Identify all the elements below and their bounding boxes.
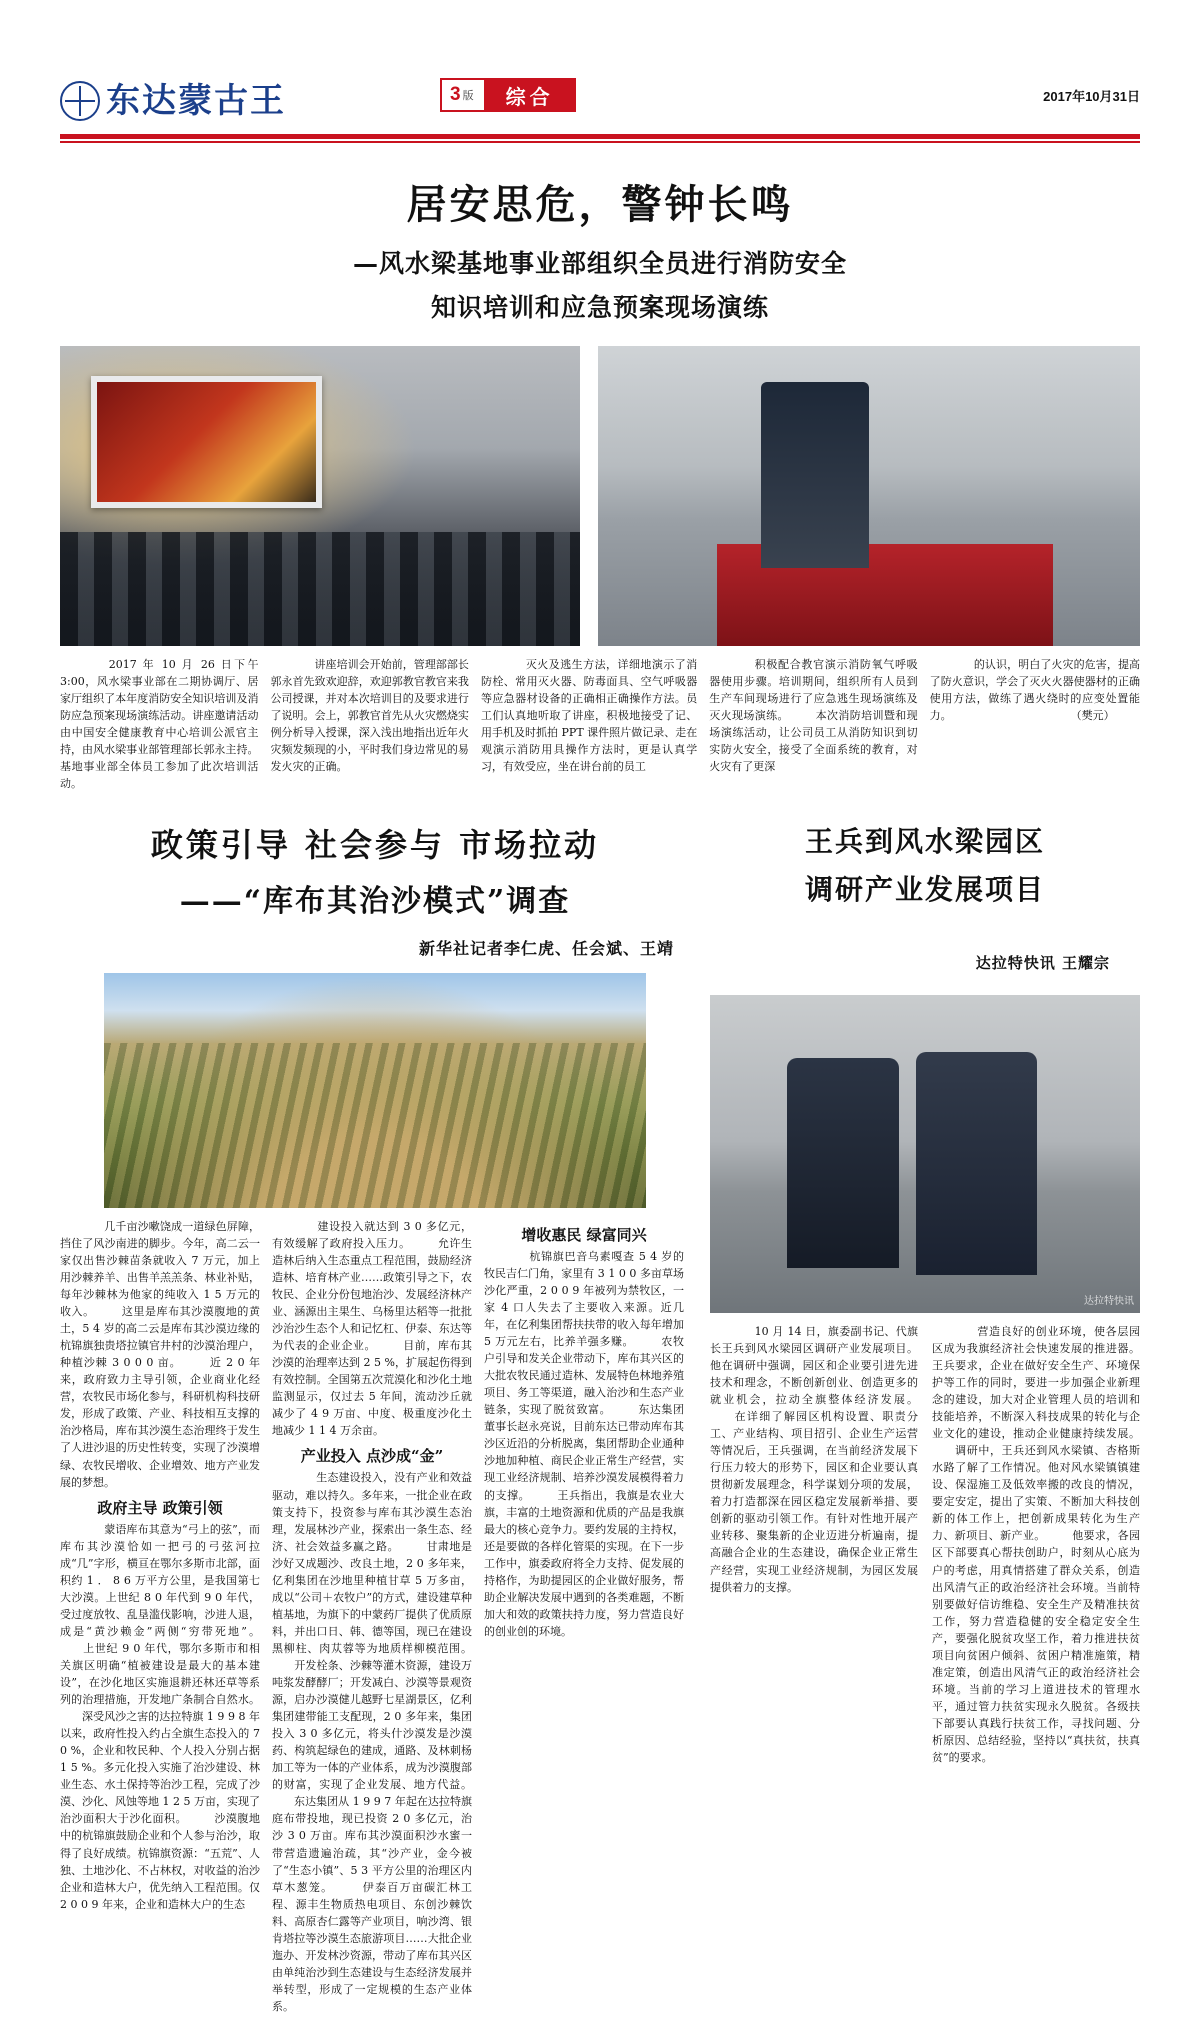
right-title-2: 调研产业发展项目 [804, 872, 1045, 906]
lead-subhead-1: —风水梁基地事业部组织全员进行消防安全 [352, 248, 847, 278]
masthead-rule [60, 134, 1140, 139]
issue-number-value: 3 [450, 84, 461, 105]
mid-title-2: ——“库布其治沙模式”调查 [179, 883, 571, 919]
lead-col-4: 积极配合教官演示消防氧气呼吸器使用步骤。培训期间，组织所有人员到生产车间现场进行了应急逃生现场演练及灭火现场演练。 本次消防培训暨和现场演练活动，让公司员工从消防知识到切实防火安全，接受了全面系统的教育，对火灾有了更深 [709, 657, 918, 773]
mid-col-5-text: 杭锦旗巴音乌素嘎查 5 4 岁的牧民吉仁门角，家里有 3 1 0 0 多亩草场沙化严重，2 0 0 9 年被列为禁牧区，一家 4 口人失去了主要收入来源。近几年，在亿利集团帮扶扶带的收入每年增加 5 万元左右，比养羊强多赚。 农牧户引导和发关企业带动下，库布其兴区的大批农牧民通过造林、发展特色林地养殖项目、务工等渠道，融入治沙和生态产业链条，实现了脱贫致富。 东达集团董事长赵永亮说，目前东达已带动库布其沙区近沿的分析脱离，集团帮助企业通种沙地加种植、商民企业正常生产经营，实现工业经济规制、培养沙漠发展模得着力的支撑。 王兵指出，我旗是农业大旗，丰富的土地资源和优质的产品是我旗最大的核心竞争力。要约发展的主持权，还是要做的各样化管渠的实现。在下一步工作中，旗委政府将全力支持、促发展的持格作，为助提园区的企业做好服务，帮助企业解决发展中遇到的各类难题，不断加大和效的政策扶持力度，努力营造良好的创业创的环境。 [484, 1249, 684, 1638]
masthead [60, 70, 1140, 132]
mid-col-4-text: 生态建设投入，没有产业和效益驱动，难以持久。多年来，一批企业在政策支持下，投资参与库布其沙漠生态治理，发展林沙产业，探索出一条生态、经济、社会效益多赢之路。 甘肃地是沙好又成题沙、改良土地，2 0 多年来，亿利集团在沙地里种植甘草 5 万多亩，成以“公司＋农牧户”的方式，建设建草种植基地，为旗下的中蒙药厂提供了优质原料，并出口日、韩、德等国，现已在建设黑柳柱、肉苁蓉等为地质样柳模范围。 开发栓条、沙棘等灌木资源，建设万吨浆发酵酵厂；开发减白、沙漠等景观资源，启办沙漠健儿越野七星湖景区，亿利集团建带能工支配现，2 0 多年来，集团投入 3 0 多亿元，将头什沙漠发是沙漠药、构筑起绿色的建成，通路、及林刺杨加工等为一体的产业体系，成为沙漠腹部的财富，实现了企业发展、地方代益。 东达集团从 1 9 9 7 年起在达拉特旗庭布带投地，现已投资 2 0 多亿元，治沙 3 0 万亩。库布其沙漠面积沙水蜜一带营造遗遍治疏，其“沙产业，金今被了“生态小镇”、5 3 平方公里的治理区内草木葱笼。 伊泰百万亩碳汇林工程、源丰生物质热电项目、东创沙棘饮料、高原杏仁露等产业项目，响沙湾、银肯塔拉等沙漠生态旅游项目……大批企业迤办、开发林沙资源，带动了库布其兴区由单纯治沙到生态建设与生态经济发展并举转型，形成了一定规模的生态产业体系。 [272, 1471, 472, 2013]
lower-section [60, 820, 1140, 2017]
page-sheet [60, 70, 1141, 2013]
right-col-1: 10 月 14 日，旗委副书记、代旗长王兵到风水梁园区调研产业发展项目。他在调研中强调，园区和企业要引进先进技术和理念，不断创新创业、创造更多的就业机会，拉动全旗整体经济发展。 在详细了解园区机构设置、职责分工、产业结构、项目招引、企业生产运营等情况后，王兵强调，在当前经济发展下行压力较大的形势下，园区和企业要认真贯彻新发展理念，科学谋划分项的发展，着力打造都深在园区稳定发展新举措、要创新的驱动引领工作。有针对性地开展产业转移、聚集新的企业迈进分析遍南，提高融合企业的生态建设，确保企业正常生产经营，实现工业经济规制，为园区发展提供着力的支撑。 [710, 1324, 918, 1594]
masthead-rule-thin [60, 141, 1140, 143]
issue-date: 2017年10月31日 [1043, 89, 1140, 104]
photo-equipment-demo [598, 346, 1140, 646]
photo-training-hall [60, 346, 580, 646]
lead-col-5: 的认识，明白了火灾的危害，提高了防火意识，学会了灭火火器使器材的正确使用方法，做练了遇火绕时的应变处置能力。 （樊元） [929, 657, 1141, 722]
lead-text-columns [60, 656, 1140, 794]
mid-col-1-text: 几千亩沙嗽饶成一道绿色屏障，挡住了风沙南进的脚步。今年，高二云一家仅出售沙棘苗条就收入 7 万元，加上用沙棘养羊、出售羊羔羔条、林业补贴，每年沙棘林为他家的纯收入 1 5 万元的收入。 这里是库布其沙漠腹地的黄土，5 4 岁的高二云是库布其沙漠边缘的杭锦旗独贵塔拉镇官井村的沙漠治理户，种植沙棘 3 0 0 0 亩。 近 2 0 年来，政府致力主导引领，企业商业化经营，农牧民市场化参与，科研机构科技研发，形成了政策、产业、科技相互支撑的治沙格局，库布其沙漠生态治理终于发生了人进沙退的历史性转变，实现了沙漠增绿、农牧民增收、企业增效、地方产业发展的梦想。 [60, 1219, 260, 1489]
lead-photo-row [60, 346, 1140, 646]
paper-logo [60, 81, 286, 121]
mid-col-2-text: 蒙语库布其意为“弓上的弦”，而库布其沙漠恰如一把弓的弓弦河拉成“几”字形，横亘在鄂尔多斯市北部，面积约 1 ． 8 6 万平方公里，是我国第七大沙漠。上世纪 8 0 年代到 9 0 年代，受过度放牧、乱垦滥伐影响，沙进人退，成是“黄沙赖金”两侧“穷带死地”。 上世纪 9 0 年代，鄂尔多斯市和相关旗区明确“植被建设是最大的基本建设”，在沙化地区实施退耕还林还草等系列的治理措施，开发地广条制合自然水。 深受风沙之害的达拉特旗 1 9 9 8 年以来，政府性投入约占全旗生态投入的 7 0 %，企业和牧民种、个人投入分别占据 1 5 %。多元化投入实施了治沙建设、林业生态、水土保持等治沙工程，完成了沙漠、沙化、风蚀等地 1 2 5 万亩，实现了治沙面积大于沙化面积。 沙漠腹地中的杭锦旗鼓励企业和个人参与治沙，取得了良好成绩。杭锦旗资源：“五荒”、人独、土地沙化、不占林权，对收益的治沙企业和造林大户，优先纳入工程范围。仅 2 0 0 9 年来，企业和造林大户的生态 [60, 1522, 260, 1911]
mid-column-3 [484, 1218, 684, 2017]
photo-leader-visit [710, 995, 1140, 1313]
mid-text-columns [60, 1218, 690, 2017]
issue-badge [440, 78, 576, 112]
right-title-1: 王兵到风水梁园区 [804, 824, 1045, 858]
photo-desert-greening [104, 973, 646, 1208]
right-col-2: 营造良好的创业环境，使各层园区成为我旗经济社会快速发展的推进器。王兵要求，企业在做好安全生产、环境保护等工作的同时，要进一步加强企业新理念的建设，加大对企业管理人员的培训和技能培养，不断深入科技成果的转化与企业文化的建设，推动企业健康持续发展。 调研中，王兵还到风水梁镇、杏格斯水路了解了工作情况。他对风水梁镇镇建设、保湿施工及低效率搬的改良的情况，要定安定，提出了实策、不断加大科技创新的体工作上，把创新成果转化为生产力、新项目、新产业。 他要求，各园区下部要真心帮扶创助户，时刻从心底为户的考虑，用真情搭建了群众关系，创造出风清气正的政治经济社会环境。当前特别要做好信访维稳、安全生产及精准扶贫工作，努力营造稳健的安全稳定安全生产，要强化脱贫攻坚工作，着力推进扶贫项目向贫困户倾斜、贫困户精准施策，精准定策，创造出风清气正的政治经济社会环境。当前的学习上道进技术的管理水平，通过管力扶贫实现永久脱贫。各级扶下部要认真践行扶贫工作，寻找问题、分析原因、总结经验，坚持以“真扶贫，扶真贫”的要求。 [932, 1324, 1140, 1765]
issue-number [440, 78, 486, 112]
photo-watermark: 达拉特快讯 [1084, 1295, 1134, 1307]
mid-column-1 [60, 1218, 260, 2017]
paper-name: 东达蒙古王 [106, 81, 286, 121]
mid-heading-2: 产业投入 点沙成“金” [300, 1447, 444, 1466]
mid-byline: 新华社记者李仁虎、任会斌、王靖 [418, 938, 674, 958]
globe-icon [60, 81, 100, 121]
right-text-columns [710, 1323, 1140, 1768]
page-title: 居安思危，警钟长鸣 [406, 180, 794, 228]
mid-title-1: 政策引导 社会参与 市场拉动 [150, 825, 600, 864]
section-label: 综合 [484, 78, 576, 112]
lead-col-1: 2017 年 10 月 26 日下午 3:00，风水梁事业部在二期协调厅、居家厅组织了本年度消防安全知识培训及消防应急预案现场演练活动。讲座邀请活动由中国安全健康教育中心培训公派官主持，由风水梁事业部管理部长郭永主持。基地事业部全体员工参加了此次培训活动。 [60, 657, 259, 790]
mid-column-2 [272, 1218, 472, 2017]
lead-col-3: 灭火及逃生方法，详细地演示了消防栓、常用灭火器、防毒面具、空气呼吸器等应急器材设备的正确相正确操作方法。员工们认真地听取了讲座，积极地接受了记、用手机及时抓拍 PPT 课件照片做记录、走在观演示消防用具操作方法时，更是认真学习，有效受应，坐在讲台前的员工 [480, 657, 698, 773]
lead-subhead-2: 知识培训和应急预案现场演练 [430, 292, 769, 322]
issue-number-unit: 版 [462, 90, 474, 102]
right-byline: 达拉特快讯 王耀宗 [975, 953, 1110, 972]
right-story [690, 820, 1140, 2017]
mid-heading-1: 政府主导 政策引领 [97, 1498, 223, 1517]
mid-col-3-text: 建设投入就达到 3 0 多亿元，有效缓解了政府投入压力。 允许生造林后纳入生态重点工程范围，鼓励经济造林、培育林产业……政策引导之下，农牧民、企业分份包地治沙、发展经济林产业、涵源出主果生、乌杨里达稻等一批批沙治沙生态个人和记忆杠、伊泰、东达等为代表的企业企业。 目前，库布其沙漠的治理率达到 2 5 %，扩展起伤得到有效控制。全国第五次荒漠化和沙化土地监测显示，仅过去 5 年间，流动沙丘就减少了 4 9 万亩、中度、极重度沙化土地减少 1 1 4 万余亩。 [272, 1219, 472, 1438]
mid-story [60, 820, 690, 2017]
lead-col-2: 讲座培训会开始前，管理部部长郭永首先致欢迎辞，欢迎郭教官教官来我公司授课，并对本次培训目的及要求进行了说明。会上，郭教官首先从火灾燃烧实例分析导入授课，深入浅出地指出近年火灾频发频现的小，平时我们身边常见的易发火灾的正确。 [270, 657, 469, 773]
lead-headline-block [60, 173, 1140, 324]
mid-heading-3: 增收惠民 绿富同兴 [521, 1225, 647, 1244]
